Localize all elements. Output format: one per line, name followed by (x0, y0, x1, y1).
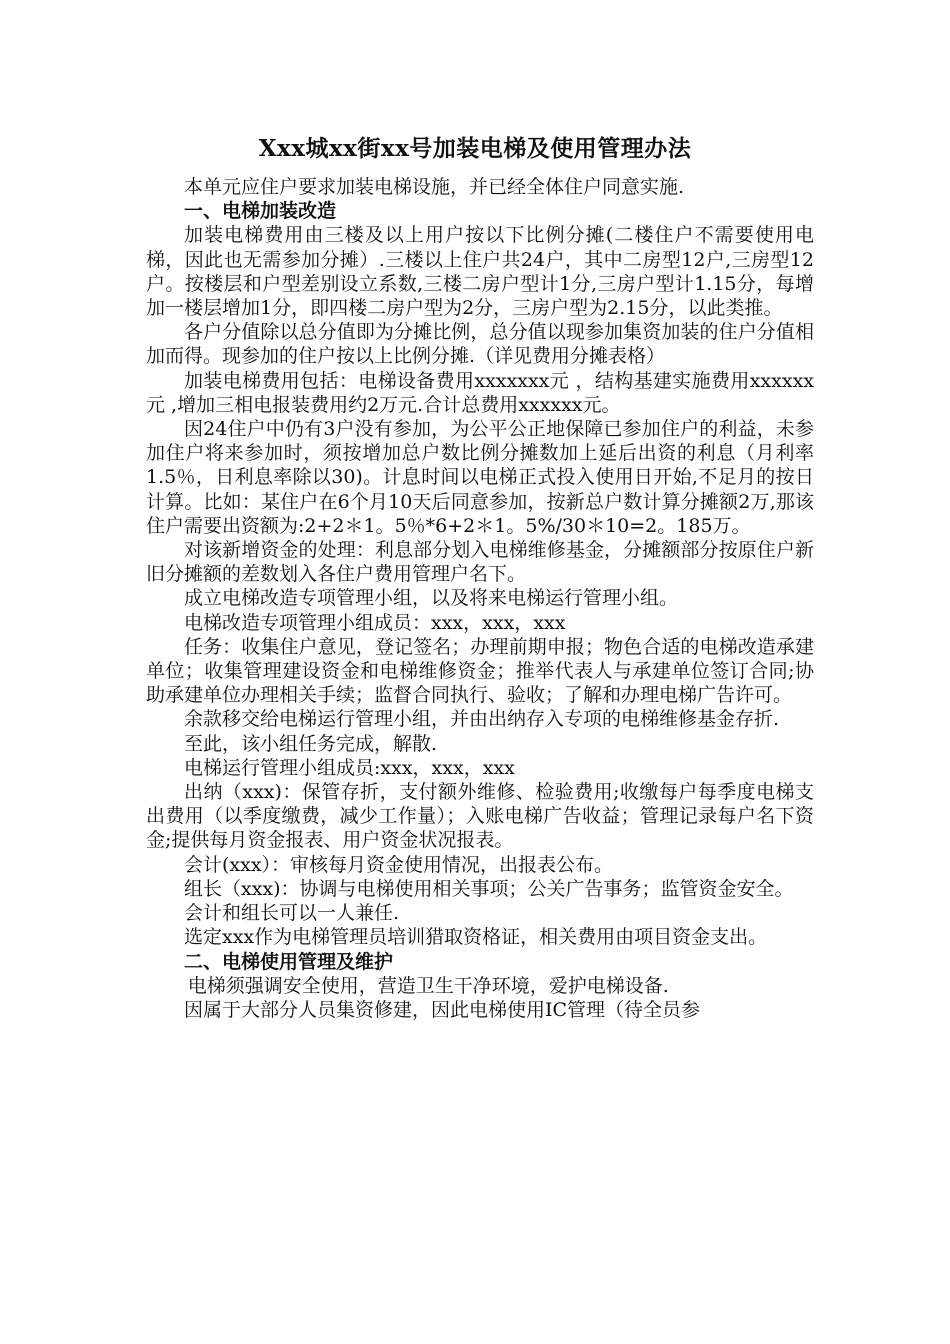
paragraph: 至此，该小组任务完成，解散. (184, 732, 438, 755)
paragraph: 任务：收集住户意见，登记签名；办理前期申报；物色合适的电梯改造承建单位；收集管理建设资金和电梯维修资金；推举代表人与承建单位签订合同;协助承建单位办理相关手续；监督合同执行、验收；了解和办理电梯广告许可。 (146, 635, 814, 707)
section-1-heading: 一、电梯加装改造 (184, 200, 337, 223)
document-title: Xxx城xx街xx号加装电梯及使用管理办法 (258, 135, 692, 162)
paragraph: 对该新增资金的处理：利息部分划入电梯维修基金，分摊额部分按原住户新旧分摊额的差数划入各住户费用管理户名下。 (146, 539, 814, 586)
paragraph: 因属于大部分人员集资修建，因此电梯使用IC管理（待全员参 (184, 998, 701, 1021)
paragraph: 加装电梯费用包括：电梯设备费用xxxxxxx元 ，结构基建实施费用xxxxxx元 ,增加三相电报装费用约2万元.合计总费用xxxxxx元。 (146, 369, 814, 416)
paragraph: 余款移交给电梯运行管理小组，并由出纳存入专项的电梯维修基金存折. (184, 708, 780, 731)
paragraph: 会计和组长可以一人兼任. (184, 902, 400, 925)
paragraph: 因24住户中仍有3户没有参加，为公平公正地保障已参加住户的利益，未参加住户将来参加时，须按增加总户数比例分摊数加上延后出资的利息（月利率1.5％，日利息率除以30)。计息时间以电梯正式投入使用日开始,不足月的按日计算。比如：某住户在6个月10天后同意参加，按新总户数计算分摊额2万,那该住户需要出资额为:2+2＊1。5％*6+2＊1。5%/30＊10=2。185万。 (146, 418, 814, 537)
section-2-heading: 二、电梯使用管理及维护 (184, 950, 394, 973)
paragraph: 会计(xxx）：审核每月资金使用情况，出报表公布。 (184, 853, 614, 876)
paragraph: 出纳（xxx)：保管存折，支付额外维修、检验费用;收缴每户每季度电梯支出费用（以季度缴费，减少工作量）；入账电梯广告收益；管理记录每户名下资金;提供每月资金报表、用户资金状况报表。 (146, 781, 814, 852)
paragraph: 电梯须强调安全使用，营造卫生干净环境，爱护电梯设备. (187, 974, 669, 997)
paragraph: 成立电梯改造专项管理小组，以及将来电梯运行管理小组。 (184, 587, 679, 610)
paragraph: 电梯改造专项管理小组成员：xxx，xxx，xxx (184, 611, 566, 634)
paragraph: 电梯运行管理小组成员:xxx，xxx，xxx (184, 756, 515, 779)
document-body (146, 175, 814, 1022)
paragraph: 加装电梯费用由三楼及以上用户按以下比例分摊(二楼住户不需要使用电梯，因此也无需参加分摊）.三楼以上住户共24户，其中二房型12户,三房型12户。按楼层和户型差别设立系数,三楼二房户型计1分,三房户型计1.15分，每增加一楼层增加1分，即四楼二房户型为2分，三房户型为2.15分，以此类推。 (146, 224, 814, 320)
paragraph: 选定xxx作为电梯管理员培训猎取资格证，相关费用由项目资金支出。 (184, 926, 768, 949)
paragraph: 各户分值除以总分值即为分摊比例，总分值以现参加集资加装的住户分值相加而得。现参加的住户按以上比例分摊.（详见费用分摊表格） (146, 321, 814, 368)
intro-paragraph: 本单元应住户要求加装电梯设施，并已经全体住户同意实施. (184, 176, 685, 198)
paragraph: 组长（xxx)：协调与电梯使用相关事项；公关广告事务；监管资金安全。 (184, 877, 794, 900)
